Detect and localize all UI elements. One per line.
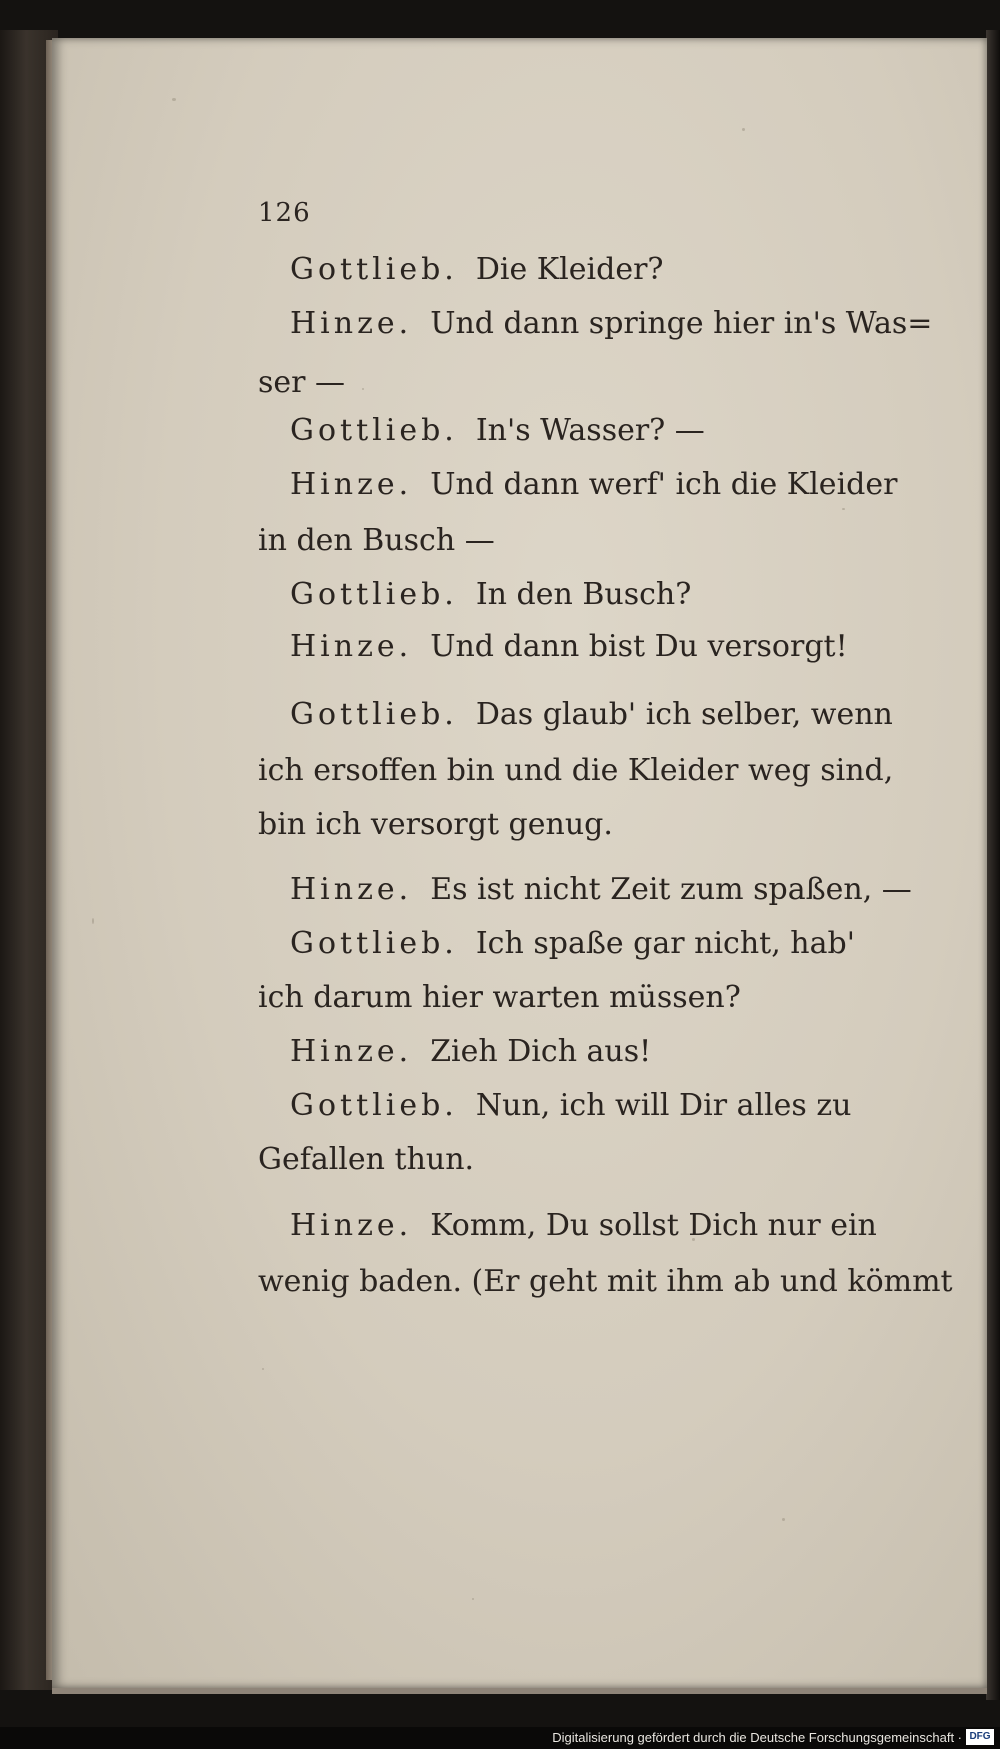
- text-line: [290, 872, 912, 907]
- text-line: [290, 252, 664, 287]
- line-text: In's Wasser? —: [475, 413, 705, 448]
- line-text: Gefallen thun.: [258, 1142, 475, 1177]
- speaker-name: Gottlieb.: [290, 577, 458, 612]
- line-text: Komm, Du sollst Dich nur ein: [430, 1208, 877, 1243]
- line-text: Und dann springe hier in's Was=: [430, 306, 933, 341]
- line-text: Es ist nicht Zeit zum spaßen, —: [430, 872, 912, 907]
- text-line: [258, 753, 893, 788]
- line-text: Ich spaße gar nicht, hab': [475, 926, 855, 961]
- text-line: [258, 1264, 953, 1299]
- page-number: 126: [258, 198, 311, 228]
- text-line: [290, 413, 705, 448]
- text-line: [258, 807, 613, 842]
- line-text: wenig baden. (Er geht mit ihm ab und kömmt: [258, 1264, 953, 1299]
- speaker-name: Gottlieb.: [290, 1088, 458, 1123]
- text-line: [290, 629, 848, 664]
- text-line: [290, 1208, 877, 1243]
- text-line: [290, 1034, 651, 1069]
- digitization-credit: Digitalisierung gefördert durch die Deutsche Forschungsgemeinschaft ·: [552, 1730, 962, 1745]
- speaker-name: Hinze.: [290, 1208, 413, 1243]
- text-line: [290, 577, 691, 612]
- text-line: [290, 1088, 851, 1123]
- text-line: [290, 697, 893, 732]
- line-text: Nun, ich will Dir alles zu: [475, 1088, 852, 1123]
- text-line: [258, 365, 345, 400]
- line-text: ser —: [258, 365, 346, 400]
- line-text: Und dann werf' ich die Kleider: [430, 467, 898, 502]
- line-text: Und dann bist Du versorgt!: [430, 629, 848, 664]
- text-line: [258, 980, 741, 1015]
- line-text: Zieh Dich aus!: [430, 1034, 652, 1069]
- line-text: in den Busch —: [258, 523, 495, 558]
- line-text: ich ersoffen bin und die Kleider weg sind,: [258, 753, 894, 788]
- speaker-name: Hinze.: [290, 872, 413, 907]
- line-text: Die Kleider?: [475, 252, 664, 287]
- speaker-name: Hinze.: [290, 306, 413, 341]
- text-line: [290, 926, 855, 961]
- text-line: [258, 523, 495, 558]
- line-text: bin ich versorgt genug.: [258, 807, 613, 842]
- text-line: [290, 467, 897, 502]
- speaker-name: Gottlieb.: [290, 252, 458, 287]
- text-line: [258, 1142, 474, 1177]
- speaker-name: Hinze.: [290, 1034, 413, 1069]
- text-line: [290, 306, 932, 341]
- cover-right-edge: [986, 30, 1000, 1700]
- page-bottom-edge: [52, 1688, 987, 1694]
- speaker-name: Hinze.: [290, 467, 413, 502]
- line-text: In den Busch?: [475, 577, 692, 612]
- line-text: ich darum hier warten müssen?: [258, 980, 741, 1015]
- speaker-name: Hinze.: [290, 629, 413, 664]
- speaker-name: Gottlieb.: [290, 697, 458, 732]
- speaker-name: Gottlieb.: [290, 926, 458, 961]
- line-text: Das glaub' ich selber, wenn: [475, 697, 893, 732]
- dfg-logo: DFG: [966, 1729, 994, 1745]
- speaker-name: Gottlieb.: [290, 413, 458, 448]
